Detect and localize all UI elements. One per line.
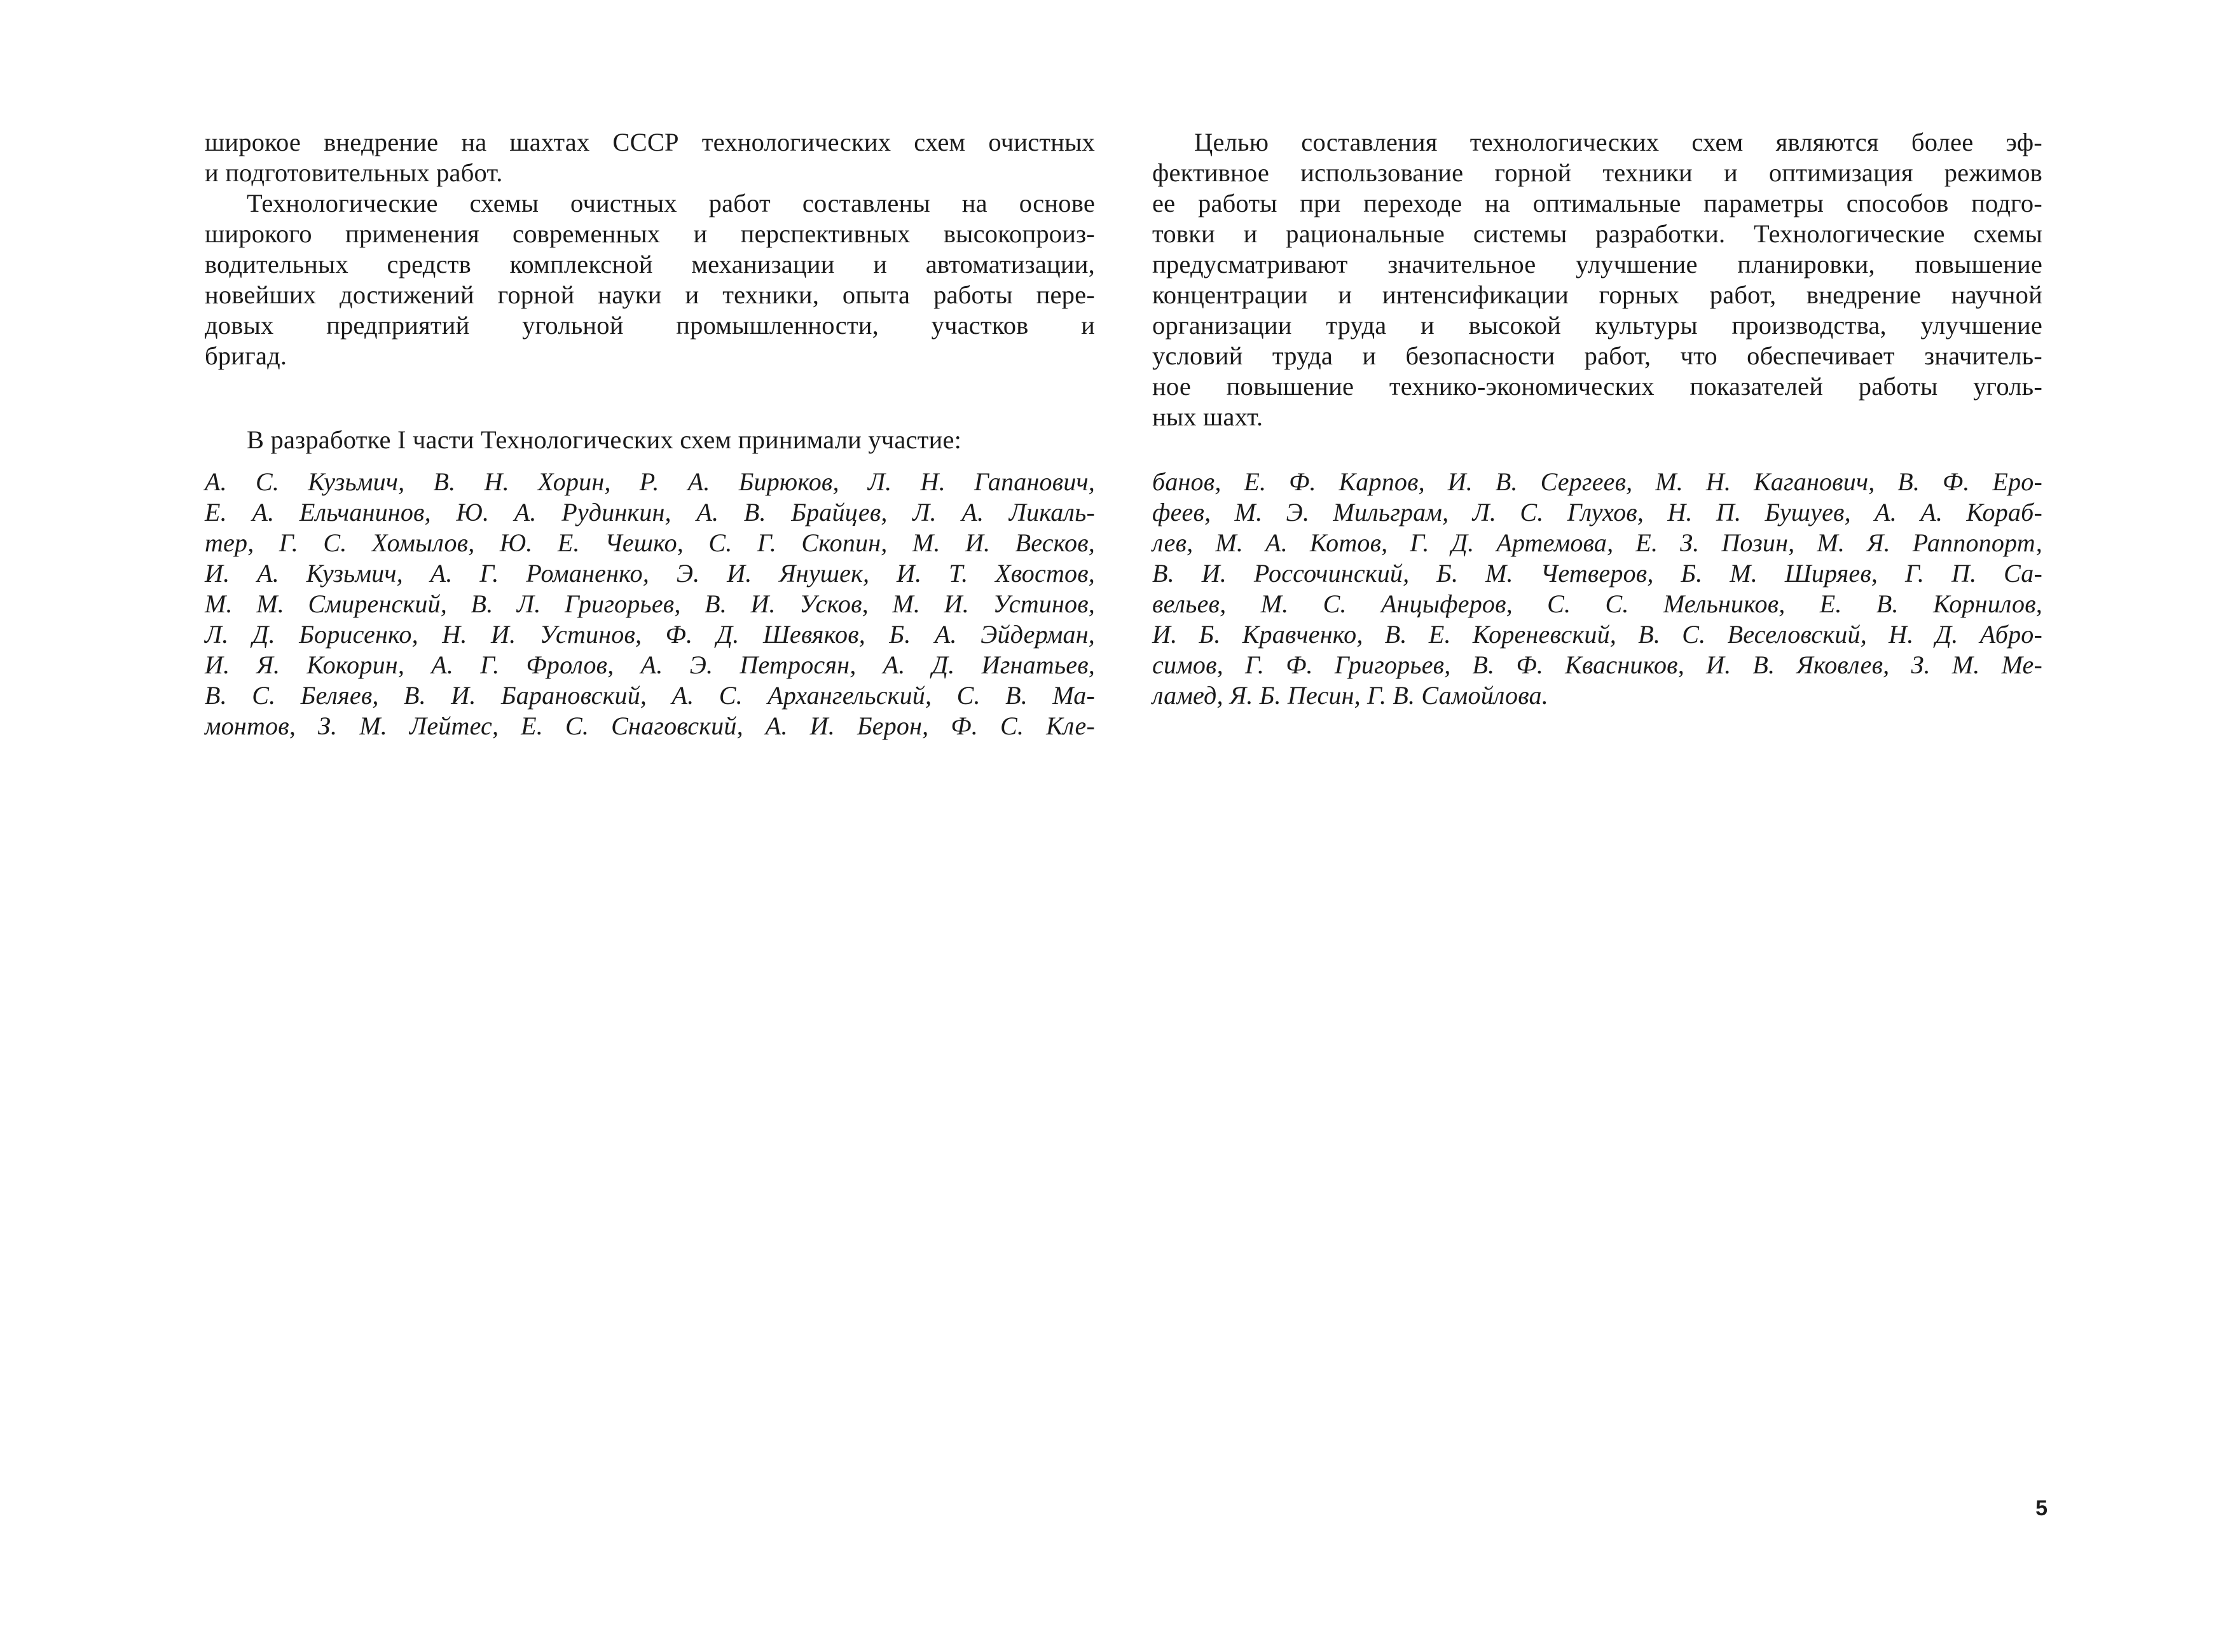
credits-names-right: [1152, 467, 2042, 711]
text-line: ных шахт.: [1152, 403, 1263, 431]
names-line: В. С. Беляев, В. И. Барановский, А. С. Архангельский, С. В. Ма-: [205, 681, 1095, 710]
right-column-text: [1152, 127, 2042, 432]
names-line: Л. Д. Борисенко, Н. И. Устинов, Ф. Д. Шевяков, Б. А. Эйдерман,: [205, 620, 1095, 649]
text-line: новейших достижений горной науки и техники, опыта работы пере-: [205, 280, 1095, 309]
text-line: широкого применения современных и перспективных высокопроиз-: [205, 219, 1095, 248]
names-line: ламед, Я. Б. Песин, Г. В. Самойлова.: [1152, 681, 1548, 710]
text-line: организации труда и высокой культуры производства, улучшение: [1152, 311, 2042, 340]
text-line: Технологические схемы очистных работ составлены на основе: [247, 189, 1095, 217]
text-line: концентрации и интенсификации горных работ, внедрение научной: [1152, 280, 2042, 309]
text-line: водительных средств комплексной механизации и автоматизации,: [205, 250, 1095, 279]
names-line: Е. А. Ельчанинов, Ю. А. Рудинкин, А. В. Брайцев, Л. А. Ликаль-: [205, 498, 1095, 527]
names-line: М. М. Смиренский, В. Л. Григорьев, В. И. Усков, М. И. Устинов,: [205, 589, 1095, 618]
names-line: В. И. Россочинский, Б. М. Четверов, Б. М. Ширяев, Г. П. Са-: [1152, 559, 2042, 588]
text-line: условий труда и безопасности работ, что обеспечивает значитель-: [1152, 341, 2042, 370]
left-column-text: [205, 127, 1095, 371]
names-line: И. Б. Кравченко, В. Е. Кореневский, В. С. Веселовский, Н. Д. Абро-: [1152, 620, 2042, 649]
text-line: товки и рациональные системы разработки. Технологические схемы: [1152, 219, 2042, 248]
names-line: монтов, З. М. Лейтес, Е. С. Снаговский, А. И. Берон, Ф. С. Кле-: [205, 712, 1095, 740]
names-line: симов, Г. Ф. Григорьев, В. Ф. Квасников, И. В. Яковлев, З. М. Ме-: [1152, 650, 2042, 679]
text-line: предусматривают значительное улучшение планировки, повышение: [1152, 250, 2042, 279]
credits-heading: В разработке I части Технологических схем принимали участие:: [247, 425, 962, 454]
credits-names-left: [205, 467, 1095, 741]
text-line: фективное использование горной техники и оптимизация режимов: [1152, 158, 2042, 187]
text-line: и подготовительных работ.: [205, 158, 503, 187]
names-line: вельев, М. С. Анцыферов, С. С. Мельников, Е. В. Корнилов,: [1152, 589, 2042, 618]
text-line: широкое внедрение на шахтах СССР технологических схем очистных: [205, 128, 1095, 156]
names-line: И. Я. Кокорин, А. Г. Фролов, А. Э. Петросян, А. Д. Игнатьев,: [205, 650, 1095, 679]
names-line: И. А. Кузьмич, А. Г. Романенко, Э. И. Янушек, И. Т. Хвостов,: [205, 559, 1095, 588]
names-line: А. С. Кузьмич, В. Н. Хорин, Р. А. Бирюков, Л. Н. Гапанович,: [205, 467, 1095, 496]
text-line: ное повышение технико-экономических показателей работы уголь-: [1152, 372, 2042, 401]
text-line: бригад.: [205, 341, 287, 370]
names-line: банов, Е. Ф. Карпов, И. В. Сергеев, М. Н. Каганович, В. Ф. Еро-: [1152, 467, 2042, 496]
text-line: довых предприятий угольной промышленности, участков и: [205, 311, 1095, 340]
page-number: 5: [2035, 1496, 2047, 1520]
names-line: тер, Г. С. Хомылов, Ю. Е. Чешко, С. Г. Скопин, М. И. Весков,: [205, 528, 1095, 557]
names-line: феев, М. Э. Мильграм, Л. С. Глухов, Н. П. Бушуев, А. А. Кораб-: [1152, 498, 2042, 527]
text-line: Целью составления технологических схем являются более эф-: [1194, 128, 2042, 156]
names-line: лев, М. А. Котов, Г. Д. Артемова, Е. З. Позин, М. Я. Раппопорт,: [1152, 528, 2042, 557]
text-line: ее работы при переходе на оптимальные параметры способов подго-: [1152, 189, 2042, 217]
